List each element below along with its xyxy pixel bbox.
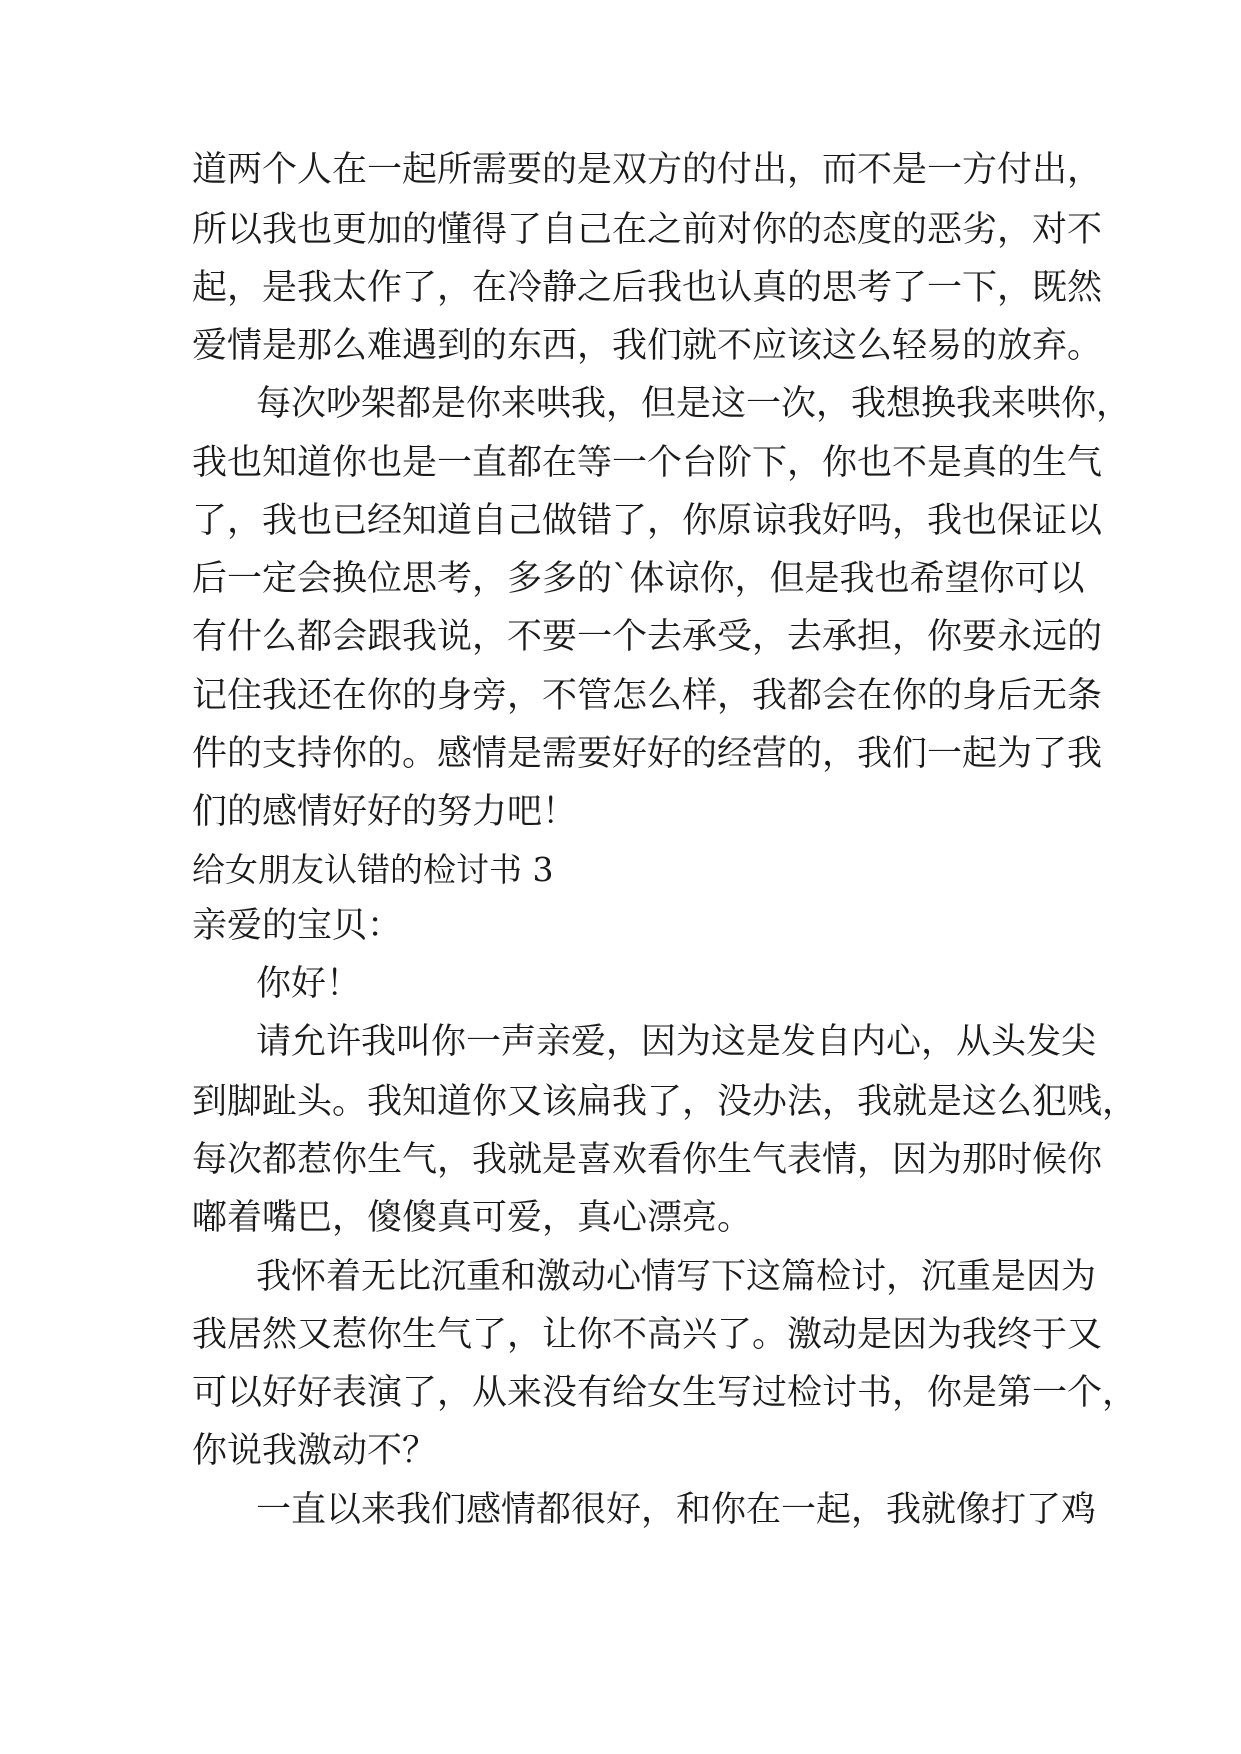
- text-line: 件的支持你的。感情是需要好好的经营的，我们一起为了我: [192, 734, 1103, 774]
- text-line: 后一定会换位思考，多多的`体谅你，但是我也希望你可以: [192, 559, 1085, 599]
- text-line: 们的感情好好的努力吧！: [192, 792, 578, 832]
- paragraph-first-line: 请允许我叫你一声亲爱，因为这是发自内心，从头发尖: [256, 1022, 1097, 1062]
- salutation: 亲爱的宝贝：: [192, 906, 403, 946]
- greeting: 你好！: [256, 964, 362, 1004]
- text-line: 你说我激动不？: [192, 1431, 438, 1471]
- text-line: 到脚趾头。我知道你又该扁我了，没办法，我就是这么犯贱，: [192, 1082, 1138, 1122]
- section-title: 给女朋友认错的检讨书 3: [192, 850, 554, 889]
- text-line: 可以好好表演了，从来没有给女生写过检讨书，你是第一个，: [192, 1373, 1138, 1413]
- text-line: 爱情是那么难遇到的东西，我们就不应该这么轻易的放弃。: [192, 326, 1103, 366]
- text-line: 我也知道你也是一直都在等一个台阶下，你也不是真的生气: [192, 443, 1103, 483]
- text-line: 每次都惹你生气，我就是喜欢看你生气表情，因为那时候你: [192, 1140, 1103, 1180]
- text-line: 有什么都会跟我说，不要一个去承受，去承担，你要永远的: [192, 617, 1103, 657]
- paragraph-first-line: 一直以来我们感情都很好，和你在一起，我就像打了鸡: [256, 1490, 1097, 1530]
- text-line: 所以我也更加的懂得了自己在之前对你的态度的恶劣，对不: [192, 210, 1103, 250]
- paragraph-first-line: 每次吵架都是你来哄我，但是这一次，我想换我来哄你，: [256, 384, 1132, 424]
- text-line: 起，是我太作了，在冷静之后我也认真的思考了一下，既然: [192, 268, 1103, 308]
- text-line: 道两个人在一起所需要的是双方的付出，而不是一方付出，: [192, 150, 1103, 190]
- paragraph-first-line: 我怀着无比沉重和激动心情写下这篇检讨，沉重是因为: [256, 1257, 1097, 1297]
- text-line: 嘟着嘴巴，傻傻真可爱，真心漂亮。: [192, 1198, 753, 1238]
- text-line: 记住我还在你的身旁，不管怎么样，我都会在你的身后无条: [192, 676, 1103, 716]
- text-line: 了，我也已经知道自己做错了，你原谅我好吗，我也保证以: [192, 501, 1103, 541]
- text-line: 我居然又惹你生气了，让你不高兴了。激动是因为我终于又: [192, 1315, 1103, 1355]
